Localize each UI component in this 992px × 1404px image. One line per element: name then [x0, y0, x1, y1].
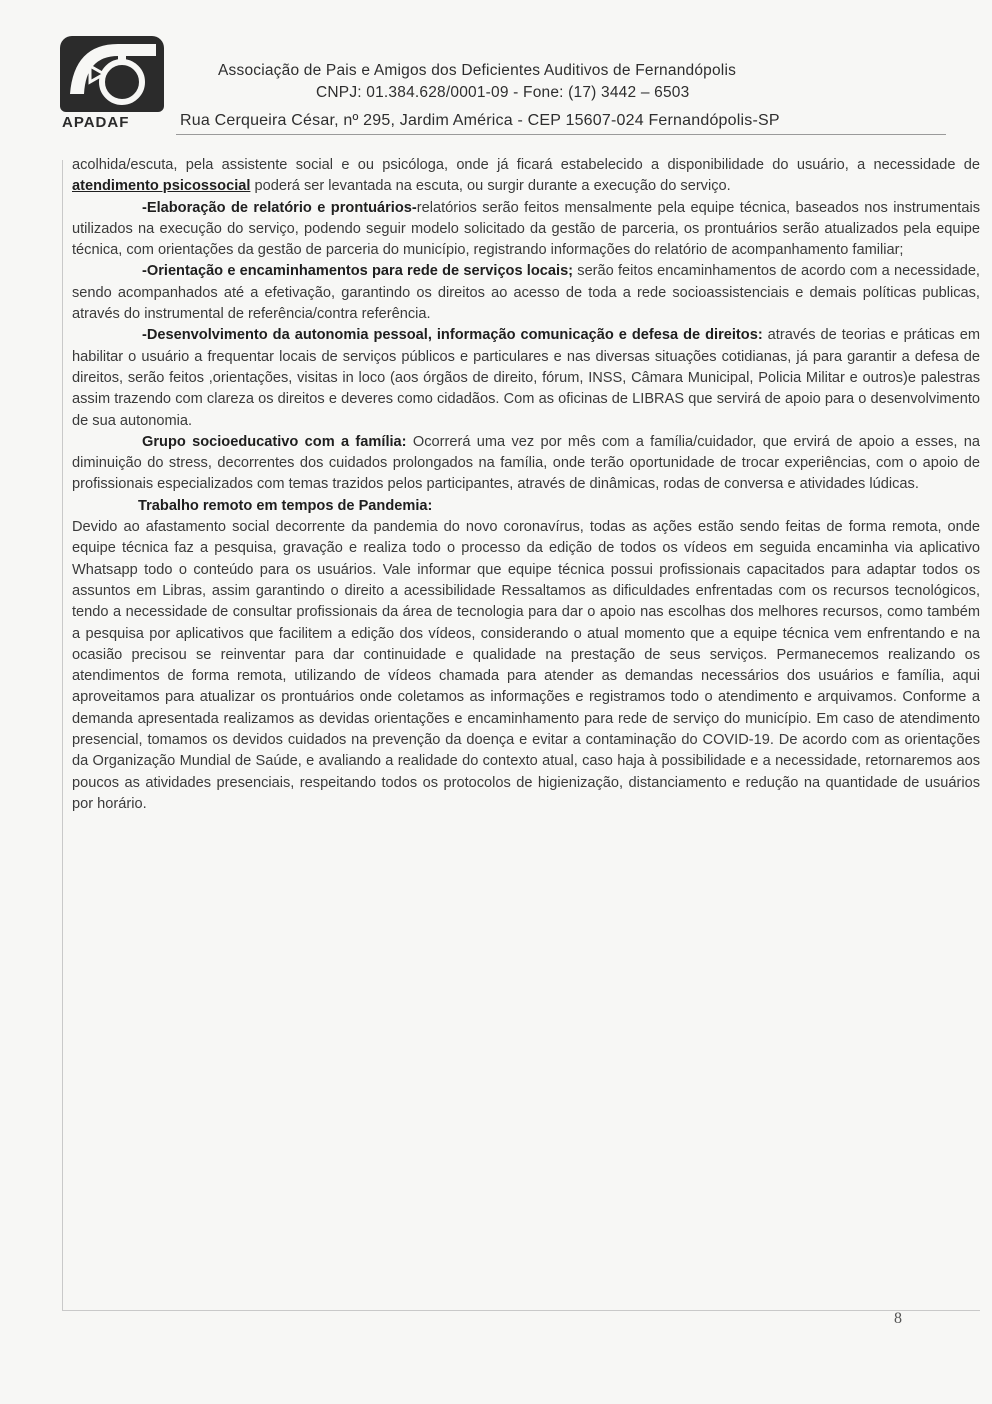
logo-text: APADAF	[62, 114, 130, 131]
organization-address: Rua Cerqueira César, nº 295, Jardim América - CEP 15607-024 Fernandópolis-SP	[180, 112, 780, 129]
section-title-orientacao: -Orientação e encaminhamentos para rede de serviços locais;	[142, 263, 574, 280]
document-body	[72, 155, 980, 815]
page-frame-left	[62, 160, 63, 1310]
paragraph-text: poderá ser levantada na escuta, ou surgir durante a execução do serviço.	[250, 178, 731, 195]
logo-emblem	[60, 36, 164, 112]
paragraph-text: Ocorrerá uma vez por mês com a família/cuidador, que ervirá de apoio a esses, na diminuição do stress, decorrentes dos cuidados prolongados na família, onde terão oportunidade de trocar experiências, com o apoio de profissionais especializados com temas trazidos pelos participantes, através de dinâmicas, rodas de conversa e atividades lúdicas.	[72, 433, 980, 493]
organization-cnpj-phone: CNPJ: 01.384.628/0001-09 - Fone: (17) 3442 – 6503	[316, 84, 690, 101]
organization-name: Associação de Pais e Amigos dos Deficientes Auditivos de Fernandópolis	[218, 62, 737, 79]
letterhead	[0, 0, 992, 150]
paragraph-trabalho-remoto: Devido ao afastamento social decorrente da pandemia do novo coronavírus, todas as ações estão sendo feitas de forma remota, onde equipe técnica faz a pesquisa, gravação e realiza todo o processo da edição de todos os vídeos em seguida encaminha via aplicativo Whatsapp todo o conteúdo para os usuários. Vale informar que equipe técnica possui profissionais capacitados para adaptar todos os assuntos em Libras, assim garantindo o direito a acessibilidade Ressaltamos as dificuldades enfrentadas com os recursos tecnológicos, tendo a necessidade de consultar profissionais da área de tecnologia para dar o apoio nas escolhas dos melhores recursos, como também a pesquisa por aplicativos que facilitem a edição dos vídeos, considerando o atual momento que a equipe técnica vem enfrentando e na ocasião precisou se reinventar para dar continuidade e qualidade na prestação de seus serviços. Permanecemos realizando os atendimentos de forma remota, utilizando de vídeos chamada para atender as demandas necessários dos usuários e família, aqui aproveitamos para atualizar os prontuários onde coletamos as informações e registramos todo o atendimento e arquivamos. Conforme a demanda apresentada realizamos as devidas orientações e encaminhamento para rede de serviço do município. Em caso de atendimento presencial, tomamos os devidos cuidados na prevenção da doença e evitar a contaminação do COVID-19. De acordo com as orientações da Organização Mundial de Saúde, e avaliando a realidade do contexto atual, caso haja à possibilidade e a necessidade, retornaremos aos poucos as atividades presenciais, respeitando todos os protocolos de higienização, distanciamento e redução na quantidade de usuários por horário.	[72, 519, 980, 812]
section-title-autonomia: -Desenvolvimento da autonomia pessoal, informação comunicação e defesa de direitos:	[142, 327, 763, 344]
header-divider	[176, 134, 946, 135]
section-title-grupo: Grupo socioeducativo com a família:	[142, 433, 407, 450]
ear-icon	[60, 36, 164, 112]
paragraph-text: relatórios serão feitos mensalmente pela equipe técnica, baseados nos instrumentais utilizados na execução do serviço, podendo seguir modelo solicitado da gestão de parceria, os prontuários serão atualizados pela equipe técnica, com orientações da gestão de parceria do município, registrando informações do relatório de acompanhamento familiar;	[72, 199, 980, 259]
paragraph-text: serão feitos encaminhamentos de acordo com a necessidade, sendo acompanhados até a efetivação, garantindo os direitos ao acesso de toda a rede socioassistenciais e demais políticas publicas, através do instrumental de referência/contra referência.	[72, 263, 980, 323]
section-title-relatorio: -Elaboração de relatório e prontuários-	[142, 199, 417, 216]
section-title-trabalho-remoto: Trabalho remoto em tempos de Pandemia:	[138, 497, 433, 514]
paragraph-acolhida	[72, 155, 980, 198]
apadaf-logo	[60, 36, 166, 132]
paragraph-text: através de teorias e práticas em habilitar o usuário a frequentar locais de serviços públicos e particulares e nas diversas situações cotidianas, já para garantir a defesa de direitos, serão feitos ,orientações, visitas in loco (aos órgãos de direito, fórum, INSS, Câmara Municipal, Policia Militar e outros)e palestras assim trazendo com clareza os direitos e deveres como cidadãos. Com as oficinas de LIBRAS que servirá de apoio para o desenvolvimento de sua autonomia.	[72, 327, 980, 429]
paragraph-grupo	[72, 432, 980, 496]
paragraph-autonomia	[72, 325, 980, 431]
paragraph-orientacao	[72, 261, 980, 325]
paragraph-relatorio	[72, 198, 980, 262]
page-number: 8	[894, 1310, 902, 1327]
emphasis-atendimento-psicossocial: atendimento psicossocial	[72, 178, 251, 195]
page-frame-bottom	[62, 1310, 980, 1311]
paragraph-text: acolhida/escuta, pela assistente social e ou psicóloga, onde já ficará estabelecido a disponibilidade do usuário, a necessidade de	[72, 157, 980, 173]
